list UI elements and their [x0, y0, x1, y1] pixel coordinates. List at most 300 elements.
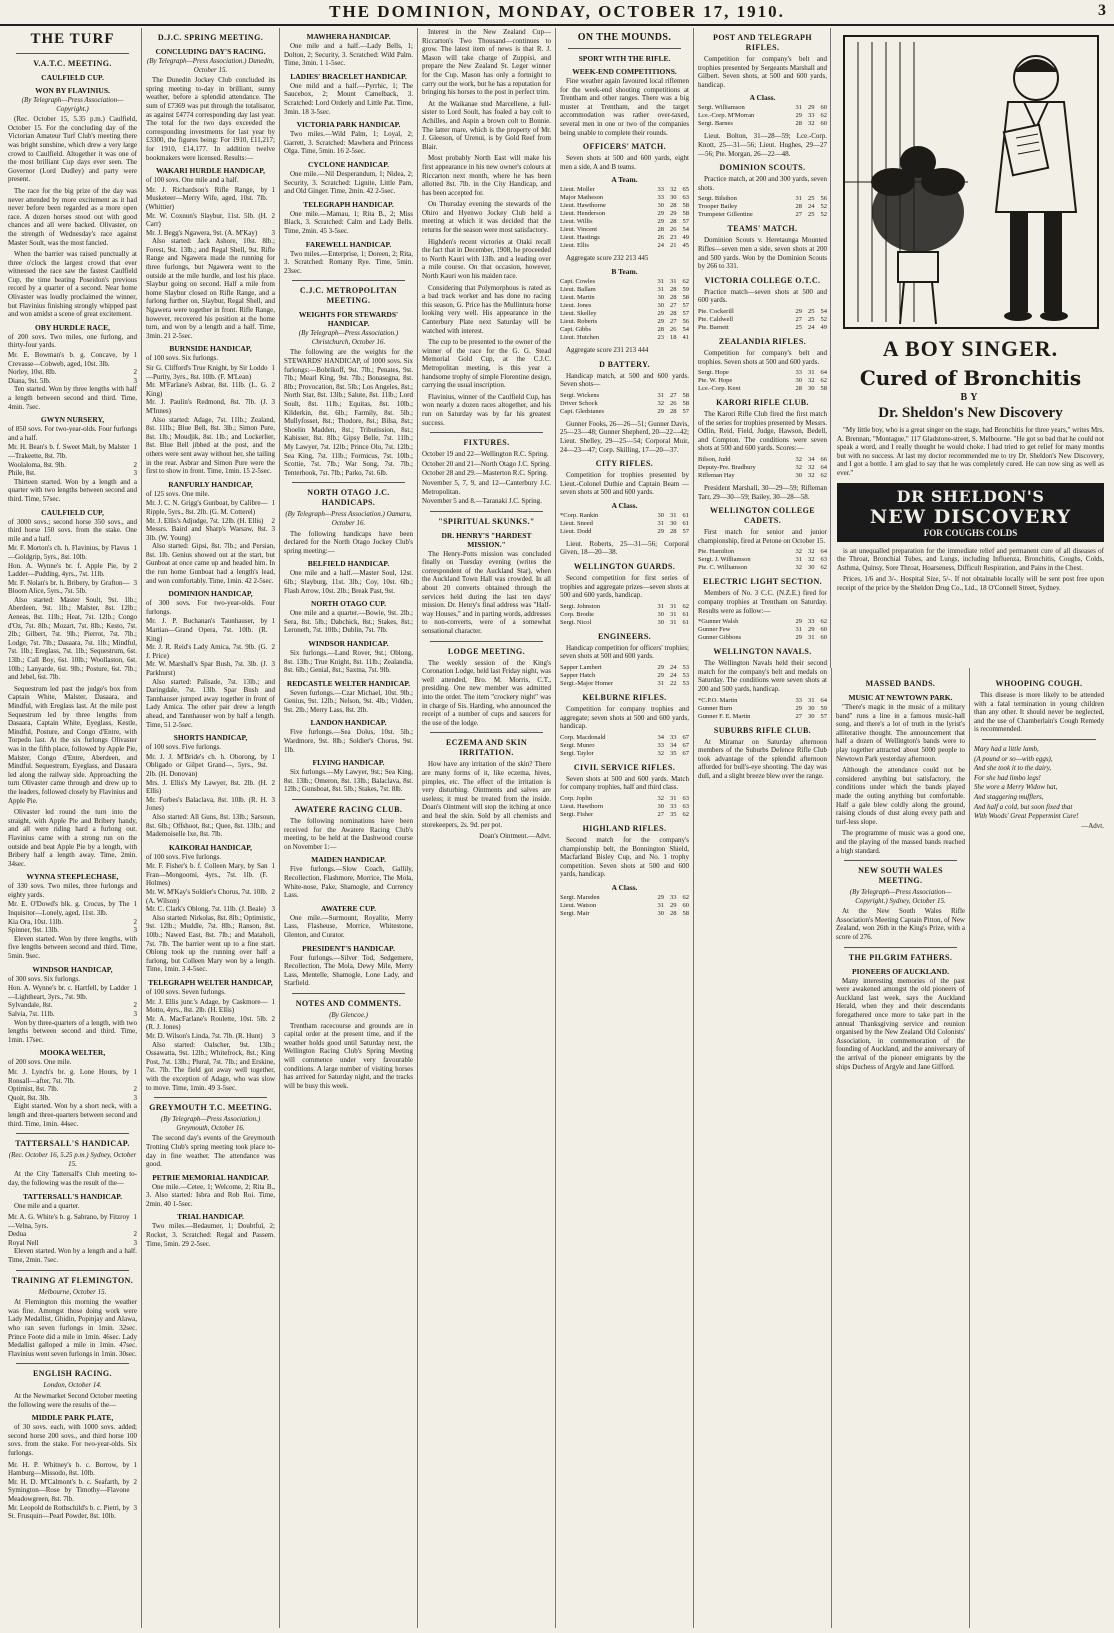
paragraph: Seven shots at 500 and 600 yards, eight men a side, A and B teams. — [560, 154, 689, 171]
horse-entry: Mr. H. P. Whitney's b. c. Borrow, by Hamburg—Missodo, 8st. 10lb. — [8, 1460, 130, 1478]
score-500: 30 — [795, 377, 802, 385]
score-row — [698, 456, 827, 464]
score-600: 32 — [808, 556, 815, 564]
score-600: 27 — [670, 391, 677, 399]
race-notes: One mile and a half.—Lady Bells, 1; Dolton, 2; Security, 3. Scratched: Wild Palm. Time, 3min. 1 1-5sec. — [284, 42, 413, 68]
text-line: And half a cold, but soon fixed that — [974, 802, 1073, 811]
race-title: MAWHERA HANDICAP. — [306, 32, 391, 41]
score-values — [658, 400, 690, 408]
shooter-name: Sergt. Barnes — [698, 120, 733, 128]
score-total: 53 — [682, 664, 689, 672]
race-title: NORTH OTAGO CUP. — [311, 599, 386, 609]
horse-entry: Mr. A. G. White's b. g. Sabrano, by Fitzroy—Velna, 5yrs. — [8, 1213, 130, 1230]
score-total: 60 — [820, 626, 827, 634]
score-600: 24 — [670, 664, 677, 672]
score-total: 66 — [820, 456, 827, 464]
score-total: 57 — [682, 309, 689, 317]
article-subtitle: B Team. — [611, 266, 638, 276]
placing: 3 — [271, 525, 275, 534]
horse-entry: Mr. J. Lynch's br. g. Lone Hours, by Ronsall—after, 7st. 7lb. — [8, 1067, 130, 1085]
article-title: THE PILGRIM FATHERS. — [848, 952, 953, 962]
score-table — [560, 392, 689, 416]
divider — [154, 1097, 267, 1098]
score-row — [560, 294, 689, 302]
placing: 2 — [271, 381, 275, 390]
score-values — [796, 211, 828, 219]
shooter-name: Pte. W. Hope — [698, 377, 733, 385]
score-row — [560, 611, 689, 619]
score-values — [658, 910, 690, 918]
score-600: 31 — [670, 511, 677, 519]
race-result — [8, 900, 137, 917]
shooter-name: Lieut. Hawthorn — [560, 803, 603, 810]
shooter-name: *Gunner Walsh — [698, 618, 739, 626]
paragraph: At Flemington this morning the weather was fine. Amongst those doing work were Lady Medallist, Ghidin, Popinjay and Alawa, who ran seven furlongs in 1min. 32sec. Prince Foote did a mile in 1min. 46sec. Lady Medallist galloped a mile in 1min. 47sec. Flavinius went seven furlongs in 1min. 30sec. — [8, 1298, 137, 1358]
placing: 1 — [133, 900, 137, 909]
score-values — [658, 278, 690, 286]
placing: 3 — [271, 795, 275, 804]
section-heading: THE TURF — [30, 31, 115, 47]
horse-entry: Mr. E. O'Dowd's blk. g. Crocus, by The Inquisitor—Lonely, aged, 11st. 3lb. — [8, 900, 130, 918]
placing: 1 — [271, 364, 275, 372]
race-title: LANDON HANDICAP. — [310, 718, 387, 728]
dateline: London, October 14. — [43, 1381, 102, 1390]
paragraph: Trentham racecourse and grounds are in capital order at the present time, and if the weather holds good until Saturday next, the Wellington Racing Club's Spring Meeting will commence under very favourable conditions. A large number of visiting horses has arrived for Saturday night, and the tracks will be busy this week. — [284, 1021, 413, 1090]
score-row — [560, 226, 689, 234]
horse-entry: Phile, 8st. — [8, 469, 36, 478]
sheldon-logo — [837, 483, 1104, 542]
score-table — [698, 618, 827, 642]
race-result — [146, 229, 275, 238]
score-total: 49 — [820, 323, 827, 331]
paragraph: Fine weather again favoured local riflemen for the week-end shooting competitions at Trentham and other ranges. There was a big muster at Trentham, and the target accommodation was rather over-taxed, several men in one or two of the companies being unable to complete their rounds. — [560, 77, 689, 137]
race-result — [8, 1504, 137, 1521]
shooter-name: Sapper Hatch — [560, 672, 596, 680]
shooter-name: Capt. Gledstanes — [560, 407, 605, 415]
race-notes: Also started: Jack Ashore, 10st. 8lb.; Forest, 9st. 13lb.; and Regal Shell, 9st. Rifle Range and Ngawera made the running for three furlongs, but Ngawera went to the outside at the mile hurdle, and lost his place. Slaybur going on second. Half a mile from home Slaybur closed on Rifle Range, and a furlong further on, Slaybur, Regal Shell, and Ngawera were together in front. Rifle Range, however, recovered his position at the home turn, and won by a length and a half. Time, 3min. 21 2-5sec. — [146, 237, 275, 340]
score-total: 57 — [820, 712, 827, 720]
score-row — [698, 211, 827, 219]
score-500: 31 — [795, 556, 802, 564]
race-notes: One mile.—Surmount, Royalite, Merry Lass, Flasheuse, Morrice, Whitestone, Glenton, and Curator. — [284, 913, 413, 939]
boy-singer-icon — [838, 32, 1104, 332]
score-total: 67 — [682, 749, 689, 757]
score-500: 31 — [657, 391, 664, 399]
score-600: 33 — [808, 618, 815, 626]
score-values — [658, 392, 690, 400]
score-row — [698, 548, 827, 556]
placing: 2 — [271, 643, 275, 652]
shooter-name: Sergt. J. Williamson — [698, 556, 751, 564]
horse-entry: Mr. J. Ellis's Adjudge, 7st. 12lb. (H. Ellis) — [146, 516, 264, 525]
score-600: 26 — [670, 325, 677, 333]
text-line: With Woods' Great Peppermint Cure! — [974, 812, 1079, 821]
paragraph: Second competition for first series of trophies and aggregate prizes—seven shots at 500 and 600 yards, handicap. — [560, 574, 689, 600]
score-600: 27 — [670, 301, 677, 309]
placing: 2 — [271, 211, 275, 220]
score-row — [698, 464, 827, 472]
shooter-name: Pte. C. Williamson — [698, 564, 748, 572]
race-result — [8, 1213, 137, 1230]
score-600: 30 — [808, 564, 815, 572]
horse-entry: Mr. J. Ellis junr.'s Adage, by Caskmore—Motto, 4yrs., 8st. 2lb. (H. Ellis) — [146, 997, 268, 1015]
advert-body — [837, 426, 1104, 478]
score-500: 30 — [657, 909, 664, 917]
race-result — [146, 796, 275, 813]
score-values — [658, 194, 690, 202]
dateline: (By Telegraph—Press Association.) Christchurch, October 16. — [298, 329, 399, 346]
score-total: 60 — [820, 634, 827, 642]
score-600: 31 — [670, 602, 677, 610]
shooter-name: Gunner F. E. Martin — [698, 712, 751, 720]
score-500: 29 — [657, 309, 664, 317]
score-500: 27 — [795, 712, 802, 720]
score-total: 56 — [820, 195, 827, 203]
race-result — [8, 1001, 137, 1010]
column-handicaps — [280, 28, 418, 1628]
score-row — [560, 186, 689, 194]
score-values — [658, 520, 690, 528]
score-500: 29 — [657, 218, 664, 226]
race-title: FLYING HANDICAP. — [312, 758, 385, 768]
article-title: ENGLISH RACING. — [33, 1369, 112, 1379]
text-line: November 5, 7, 9, and 12—Canterbury J.C. Metropolitan. — [422, 478, 551, 496]
divider — [430, 641, 543, 642]
race-result — [8, 443, 137, 460]
score-values — [796, 308, 828, 316]
advert-verse — [974, 745, 1104, 821]
race-notes: Also started: Palisade, 7st. 13lb.; and Daringdale, 7st. 13lb. Spar Bush and Tannhauser jumped away together in front of Lady Amica. The other pair drew a length ahead, and Tannhauser won by half a length. Time, 51 2-5sec. — [146, 677, 275, 729]
horse-entry: Mr. J. C. N. Grigg's Gunboat, by Calibre—Ripple, 5yrs., 8st. 2lb. (G. M. Cotterel) — [146, 499, 268, 516]
dateline: (By Telegraph—Press Association.) Dunedin, October 15. — [146, 57, 275, 74]
score-values — [796, 548, 828, 556]
horse-entry: Mr. F. Fisher's b. f. Colleen Mary, by San Fran—Mongoomi, 4yrs., 7st. 1lb. (F. Holmes) — [146, 862, 268, 888]
paragraph: (Rec. October 15, 5.35 p.m.) Caulfield, October 15. For the concluding day of the Victorian Amateur Turf Club's meeting there was bright sunshine, which drew a very large crowd to Caulfield. Altogether it was one of the most brilliant Cup days ever seen. The Governor (Lord Dudley) and party were present. — [8, 115, 137, 184]
score-500: 32 — [657, 795, 664, 802]
advert-sign: —Advt. — [1081, 821, 1104, 830]
score-500: 30 — [657, 618, 664, 626]
divider — [16, 53, 129, 54]
score-row — [560, 742, 689, 750]
score-values — [796, 112, 828, 120]
race-title: MIDDLE PARK PLATE, — [31, 1413, 114, 1423]
score-values — [658, 242, 690, 250]
race-result — [8, 368, 137, 377]
score-600: 32 — [808, 548, 815, 556]
horse-entry: Woolaloma, 8st. 9lb. — [8, 460, 66, 469]
article-subtitle: WEEK-END COMPETITIONS. — [572, 67, 677, 76]
score-600: 32 — [808, 120, 815, 128]
score-row — [560, 734, 689, 742]
score-values — [796, 705, 828, 713]
paragraph: Handicap match, at 500 and 600 yards. Seven shots— — [560, 371, 689, 389]
score-values — [658, 528, 690, 536]
aggregate: Aggregate score 231 213 444 — [566, 345, 649, 354]
placing: 1 — [133, 351, 137, 360]
race-title: VICTORIA PARK HANDICAP. — [296, 120, 401, 130]
score-table — [560, 278, 689, 342]
score-500: 30 — [657, 301, 664, 309]
horse-entry: Mr. W. M'Kay's Soldier's Chorus, 7st. 10lb. (A. Wilson) — [146, 888, 268, 905]
shooter-name: Lieut. Ballam — [560, 285, 596, 293]
shooter-name: Sergt.-Major Homer — [560, 680, 613, 688]
score-500: 32 — [657, 399, 664, 407]
article-title: D BATTERY. — [599, 359, 650, 369]
score-values — [796, 385, 828, 393]
race-title: WAKARI HURDLE HANDICAP, — [155, 166, 266, 176]
shooter-name: Sergt. Taylor — [560, 749, 594, 757]
score-row — [698, 626, 827, 634]
paragraph: Lieut. Bolton, 31—28—59; Lce.-Corp. Knott, 25—31—56; Lieut. Hughes, 29—27—56; Pte. Morgan, 26—22—48. — [698, 132, 827, 158]
paragraph: How have any irritation of the skin? There are many forms of it, like eczema, hives, pimples, etc. The effect of the irritation is very disturbing. Ointments and salves are useless; it must be treated from the inside. Doan's Ointment will stop the itching at once and heal the skin. Sold by all chemists and storekeepers, 2s. 9d. per pot. — [422, 760, 551, 829]
score-total: 54 — [682, 325, 689, 333]
article-subtitle: CONCLUDING DAY'S RACING. — [155, 47, 266, 56]
advert-headline: A BOY SINGER. — [882, 336, 1059, 361]
race-result — [146, 499, 275, 516]
score-total: 56 — [682, 317, 689, 325]
score-600: 33 — [670, 893, 677, 901]
score-600: 30 — [808, 385, 815, 393]
race-title: MOOKA WELTER, — [39, 1048, 106, 1058]
race-title: SHORTS HANDICAP, — [173, 733, 248, 743]
score-row — [560, 664, 689, 672]
race-desc: of 200 sovs. One mile. — [8, 1058, 72, 1067]
score-500: 32 — [795, 548, 802, 556]
race-notes: One mile and a quarter.—Bowie, 9st. 2lb.; Sera, 8st. 5lb.; Dabchick, 8st.; Stakes, 8st.; Leroneth, 7st. 10lb.; Dublin, 7st. 7lb. — [284, 609, 413, 635]
race-title: MAIDEN HANDICAP. — [311, 855, 386, 865]
race-title: RANFURLY HANDICAP, — [168, 479, 253, 489]
score-600: 31 — [808, 634, 815, 642]
article-title: D.J.C. SPRING MEETING. — [157, 33, 264, 42]
paragraph: Seven shots at 500 and 600 yards. Match for company trophies, half and third class. — [560, 774, 689, 792]
score-500: 28 — [795, 120, 802, 128]
race-result — [146, 398, 275, 415]
score-values — [658, 512, 690, 520]
score-total: 61 — [682, 519, 689, 527]
score-row — [560, 218, 689, 226]
score-total: 65 — [682, 186, 689, 194]
horse-entry: Mr. J. Begg's Ngawera, 9st. (A. M'Kay) — [146, 228, 258, 237]
score-600: 28 — [670, 218, 677, 226]
horse-entry: Optimist, 8st. 7lb. — [8, 1085, 59, 1094]
race-result — [146, 617, 275, 643]
placing: 3 — [133, 1093, 137, 1102]
advert-product: Dr. Sheldon's New Discovery — [878, 405, 1063, 421]
score-row — [560, 408, 689, 416]
shooter-name: Corp. Macdonald — [560, 733, 606, 741]
race-result — [8, 562, 137, 579]
paragraph: Practice match, at 200 and 300 yards, seven shots. — [698, 175, 827, 192]
score-total: 57 — [682, 407, 689, 415]
race-result — [146, 517, 275, 526]
score-row — [698, 472, 827, 480]
score-500: 27 — [657, 811, 664, 818]
score-600: 33 — [808, 112, 815, 120]
horse-entry: Mr. H. Bean's b. f. Sweet Malt, by Malster—Trakeette, 8st. 7lb. — [8, 443, 130, 460]
paragraph: Competition for company's belt and trophies. Seven shots at 500 and 600 yards. — [698, 348, 827, 366]
horse-entry: Dedua — [8, 1230, 27, 1239]
score-row — [698, 112, 827, 120]
shooter-name: Lieut. Hastings — [560, 234, 600, 242]
placing: 2 — [271, 1014, 275, 1023]
score-row — [698, 556, 827, 564]
text-line: October 28 and 29.—Masterton R.C. Spring. — [422, 469, 548, 478]
masthead — [0, 0, 1114, 26]
score-600: 27 — [670, 317, 677, 325]
race-desc: of 200 sovs. Two miles, one furlong, and thirty-four yards. — [8, 332, 137, 350]
score-500: 28 — [657, 325, 664, 333]
placing: 2 — [133, 1477, 137, 1486]
score-row — [698, 385, 827, 393]
score-500: 31 — [795, 195, 802, 203]
race-title: REDCASTLE WELTER HANDICAP. — [286, 678, 411, 688]
score-600: 31 — [670, 277, 677, 285]
shooter-name: Lieut. Henderson — [560, 210, 606, 218]
race-result — [8, 544, 137, 561]
score-600: 30 — [808, 704, 815, 712]
placing: 1 — [271, 862, 275, 871]
score-values — [658, 186, 690, 194]
shooter-name: Gunner Few — [698, 626, 731, 634]
horse-entry: Messrs. Baird and Sharp's Warsaw, 8st. 3lb. (W. Young) — [146, 525, 268, 542]
score-total: 49 — [682, 234, 689, 242]
score-total: 60 — [820, 104, 827, 112]
race-notes: Also started: Adage, 7st. 11lb.; Zealand, 8st. 11lb.; Blue Bell, 8st. 3lb.; Simon Pure, 8st. 1lb.; Moudjik, 8st. 1lb.; and Lockerlier, 8st. Blue Bell jibbed at the post, and the others were sent away without her, she tailing in the rear. Asbrar and Simon Pure were the first to show in front. Time, 1min. 15 2-5sec. — [146, 415, 275, 476]
shooter-name: Capt. Gibbs — [560, 325, 592, 333]
score-600: 29 — [808, 104, 815, 112]
article-title: V.A.T.C. MEETING. — [33, 59, 112, 68]
shooter-name: Lieut. Hutchen — [560, 333, 599, 341]
article-title: POST AND TELEGRAPH RIFLES. — [713, 33, 812, 52]
horse-entry: Mr. Forbes's Balaclava, 8st. 10lb. (R. H. Jones) — [146, 795, 268, 813]
article-subtitle: MUSIC AT NEWTOWN PARK. — [848, 693, 953, 702]
score-values — [796, 324, 828, 332]
shooter-name: Sergt. Mair — [560, 909, 590, 917]
article-title: MASSED BANDS. — [865, 679, 936, 688]
article-title: TEAMS' MATCH. — [727, 224, 798, 234]
article-title: KARORI RIFLE CLUB. — [716, 398, 809, 408]
score-values — [796, 626, 828, 634]
score-500: 29 — [657, 672, 664, 680]
paragraph: The following handicaps have been declared for the North Otago Jockey Club's spring meeting:— — [284, 529, 413, 555]
score-values — [658, 302, 690, 310]
score-total: 64 — [820, 696, 827, 704]
score-600: 24 — [670, 672, 677, 680]
score-row — [698, 316, 827, 324]
score-row — [560, 302, 689, 310]
fixtures-list — [422, 450, 551, 506]
score-total: 64 — [820, 369, 827, 377]
paragraph: The following nominations have been received for the Awatere Racing Club's meeting, to be held at the Dashwood course on November 1:— — [284, 817, 413, 851]
race-block — [8, 508, 137, 682]
paragraph: At the City Tattersall's Club meeting to-day, the following was the result of the— — [8, 1170, 137, 1187]
race-title: LADIES' BRACELET HANDICAP. — [290, 71, 407, 81]
score-total: 61 — [682, 610, 689, 618]
shooter-name: Sergt. Williamson — [698, 104, 745, 112]
shooter-name: Sergt. Bilsthon — [698, 195, 737, 203]
article-title: CIVIL SERVICE RIFLES. — [573, 762, 676, 772]
score-values — [658, 202, 690, 210]
advert-by: BY — [960, 392, 981, 403]
race-result — [146, 862, 275, 888]
score-total: 62 — [682, 602, 689, 610]
paragraph: Flavinius, winner of the Caulfield Cup, has won nearly a dozen races altogether, and his run on Saturday was by far his greatest success. — [422, 392, 551, 427]
placing: 1 — [133, 1067, 137, 1076]
placing: 2 — [133, 460, 137, 469]
score-values — [658, 734, 690, 742]
score-table — [560, 512, 689, 536]
divider — [430, 432, 543, 433]
horse-entry: Diana, 9st. 5lb. — [8, 376, 51, 385]
score-500: 29 — [657, 407, 664, 415]
boy-singer-illustration — [838, 32, 1104, 332]
race-notes: Eleven started. Won by three lengths, with five lengths between second and third. Time, 5min. 9sec. — [8, 934, 137, 961]
paragraph: Many interesting memories of the past were awakened amongst the old pioneers of Auckland last week, says the Auckland Herald, when they and their descendants foregathered once more to take part in the annual Thanksgiving service and reunion organised by the New Zealand Old Colonists' Association, in commemoration of the founding of Auckland, and the anniversary of the arrival of the pioneer emigrants by the ships Duchess of Argyle and Jane Gifford. — [836, 976, 965, 1071]
article-title: "SPIRITUAL SKUNKS." — [438, 516, 535, 526]
score-total: 45 — [682, 242, 689, 250]
paragraph: Although the attendance could not be considered anything but satisfactory, the conditions under which the bands played made the outing anything but comfortable. Half a gale blew coldly along the ground, raising clouds of dust along every path and turf-less slope. — [836, 766, 965, 826]
shooter-name: *Corp. Rankin — [560, 511, 599, 519]
score-total: 57 — [682, 301, 689, 309]
logo-line: FOR COUGHS COLDS — [923, 527, 1018, 538]
divider — [16, 1363, 129, 1364]
score-500: 29 — [795, 307, 802, 315]
shooter-name: Sergt. Nicol — [560, 618, 592, 626]
paragraph: The following are the weights for the STEWARDS' HANDICAP, of 1000 sovs. Six furlongs:—Bobrikoff, 9st. 7lb.; Penates, 9st. 7lb.; Mearl King, 9st. 7lb.; Bonasegna, 8st. 8lb.; Provocation, 8st. 5lb.; Los Angeles, 8st.; North Star, 8st. 13lb.; Salute, 8st. 11lb.; Lord Soult, 8st. 11lb.; Equitas, 8st. 10lb.; Kilderkin, 8st. 6lb.; Farmily, 8st. 5lb.; Mullyfosset, 8st.; Thodore, 8st.; Bilsa, 8st.; Shoelin Madden, 8st.; Tributission, 8st.; Kabisser, 8st. 8lb.; Gipsy Belle, 7st. 11lb.; My Lawyer, 7st. 12lb.; Prince Olo, 7st. 12lb.; Sea King, 7st. 11lb.; Formicus, 7st. 10lb.; Scottie, 7st. 7lb.; War Song, 7st. 7lb.; Tenterhook, 7st. 7lb.; Parko, 7st. 6lb. — [284, 348, 413, 477]
placing: 2 — [133, 1085, 137, 1094]
shooter-name: Sergt. Munro — [560, 741, 595, 749]
score-row — [560, 512, 689, 520]
race-notes: Also started: All Guns, 8st. 13lb.; Sarsoun, 8st. 6lb.; Offshoot, 8st.; Quee, 8st. 13lb.; and Mademoiselle Ixe, 8st. 7lb. — [146, 812, 275, 839]
shooter-name: Sergt. Marsden — [560, 893, 600, 901]
paragraph: The race for the big prize of the day was never attended by more excitement as it had never before been regarded as a more open race. A dozen horses stood out with good chances and all were backed. Olivaster, on the strength of Wednesday's race against Master Soult, was the most fancied. — [8, 186, 137, 247]
placing: 1 — [271, 997, 275, 1006]
paragraph: Lieut. Roberts, 25—31—56; Corporal Given, 18—20—38. — [560, 539, 689, 557]
race-notes: Won by three-quarters of a length, with two lengths between second and third. Time, 1min. 17sec. — [8, 1018, 137, 1044]
placing: 1 — [133, 1460, 137, 1469]
score-600: 28 — [670, 309, 677, 317]
score-500: 31 — [795, 104, 802, 112]
score-600: 35 — [670, 811, 677, 818]
score-600: 30 — [670, 194, 677, 202]
score-values — [796, 377, 828, 385]
score-500: 29 — [657, 317, 664, 325]
score-500: 27 — [795, 315, 802, 323]
article-subtitle: SPORT WITH THE RIFLE. — [578, 54, 671, 63]
column-djc — [142, 28, 280, 1628]
score-values — [658, 902, 690, 910]
score-row — [698, 564, 827, 572]
race-title: KAIKORAI HANDICAP, — [168, 842, 253, 852]
shooter-name: Lieut. Martin — [560, 293, 595, 301]
score-500: 26 — [657, 234, 664, 242]
race-title: WINDSOR HANDICAP. — [308, 638, 389, 648]
score-500: 29 — [657, 893, 664, 901]
shooter-name: Sergt. Wickens — [560, 391, 600, 399]
score-row — [698, 104, 827, 112]
score-500: 30 — [657, 202, 664, 210]
placing: 2 — [133, 561, 137, 570]
byline: (By Glencoe.) — [329, 1010, 368, 1019]
score-500: 28 — [657, 226, 664, 234]
race-title: TELEGRAPH HANDICAP. — [303, 199, 394, 209]
score-row — [698, 203, 827, 211]
score-total: 62 — [820, 112, 827, 120]
placing: 3 — [271, 228, 275, 237]
horse-entry: Mr. W. Coxnun's Slaybur, 11st. 5lb. (H. Carr) — [146, 211, 268, 229]
score-500: 34 — [657, 733, 664, 741]
score-600: 34 — [670, 741, 677, 749]
